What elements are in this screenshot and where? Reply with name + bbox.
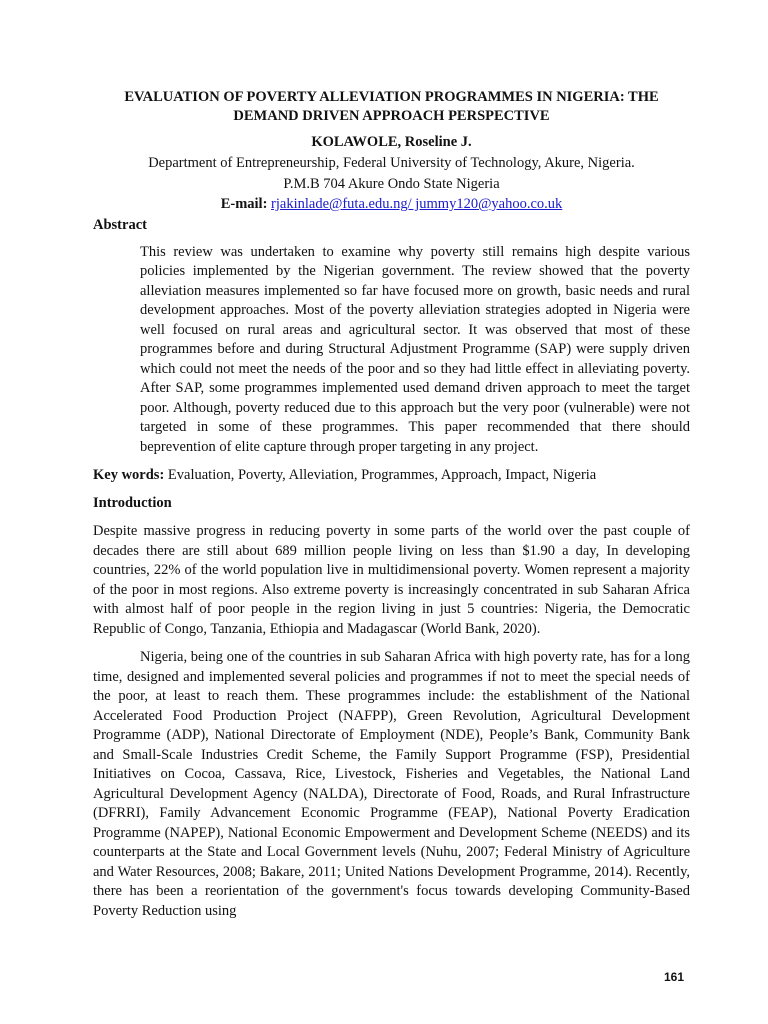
author-name: KOLAWOLE, Roseline J. (311, 134, 472, 150)
email-label: E-mail: (220, 196, 268, 212)
paper-title (93, 88, 690, 126)
title-line-1: EVALUATION OF POVERTY ALLEVIATION PROGRAMMES IN NIGERIA: THE (124, 89, 659, 105)
affiliation: Department of Entrepreneurship, Federal University of Technology, Akure, Nigeria. (148, 155, 635, 171)
page-number: 161 (664, 970, 685, 984)
title-line-2: DEMAND DRIVEN APPROACH PERSPECTIVE (233, 108, 550, 124)
address: P.M.B 704 Akure Ondo State Nigeria (283, 175, 500, 192)
keywords (93, 466, 690, 485)
intro-paragraph-2: Nigeria, being one of the countries in sub Saharan Africa with high poverty rate, has for a long time, designed and implemented several policies and programmes if not to meet the special needs of the poor, at least to reach them. These programmes include: the establishment of the National Accelerated Food Production Project (NAFPP), Green Revolution, Agricultural Development Programme (ADP), National Directorate of Employment (NDE), People’s Bank, Community Bank and Small-Scale Industries Credit Scheme, the Family Support Programme (FSP), Presidential Initiatives on Cocoa, Cassava, Rice, Livestock, Fisheries and Vegetables, the National Land Agricultural Development Agency (NALDA), Directorate of Food, Roads, and Rural Infrastructure (DFRRI), Family Advancement Economic Programme (FEAP), National Poverty Eradication Programme (NAPEP), National Economic Empowerment and Development Scheme (NEEDS) and its counterparts at the State and Local Government levels (Nuhu, 2007; Federal Ministry of Agriculture and Water Resources, 2008; Bakare, 2011; United Nations Development Programme, 2014). Recently, there has been a reorientation of the government's focus towards developing Community-Based Poverty Reduction using (93, 649, 690, 919)
abstract-text: This review was undertaken to examine why poverty still remains high despite various policies implemented by the Nigerian government. The review showed that the poverty alleviation measures implemented so far have focused more on growth, basic needs and rural development approaches. Most of the poverty alleviation strategies adopted in Nigeria were well focused on rural areas and agricultural sector. It was observed that most of these programmes before and during Structural Adjustment Programme (SAP) were supply driven which could not meet the needs of the poor and so they had little effect in alleviating poverty. After SAP, some programmes implemented used demand driven approach to meet the target poor. Although, poverty reduced due to this approach but the very poor (vulnerable) were not targeted in some of these programmes. This paper recommended that there should beprevention of elite capture through proper targeting in any project. (140, 243, 690, 455)
paper-page (93, 88, 690, 921)
abstract-heading: Abstract (93, 216, 147, 233)
email-line (93, 195, 690, 215)
introduction-heading: Introduction (93, 495, 172, 511)
keywords-label: Key words: (93, 467, 165, 483)
email-link[interactable]: rjakinlade@futa.edu.ng/ jummy120@yahoo.co.uk (271, 196, 563, 212)
intro-paragraph-1: Despite massive progress in reducing poverty in some parts of the world over the past couple of decades there are still about 689 million people living on less than $1.90 a day, In developing countries, 22% of the world population live in multidimensional poverty. Women represent a majority of the poor in most regions. Also extreme poverty is increasingly concentrated in sub Saharan Africa with almost half of poor people in the region living in just 5 countries: Nigeria, the Democratic Republic of Congo, Tanzania, Ethiopia and Madagascar (World Bank, 2020). (93, 523, 690, 637)
keywords-text: Evaluation, Poverty, Alleviation, Programmes, Approach, Impact, Nigeria (164, 467, 597, 483)
